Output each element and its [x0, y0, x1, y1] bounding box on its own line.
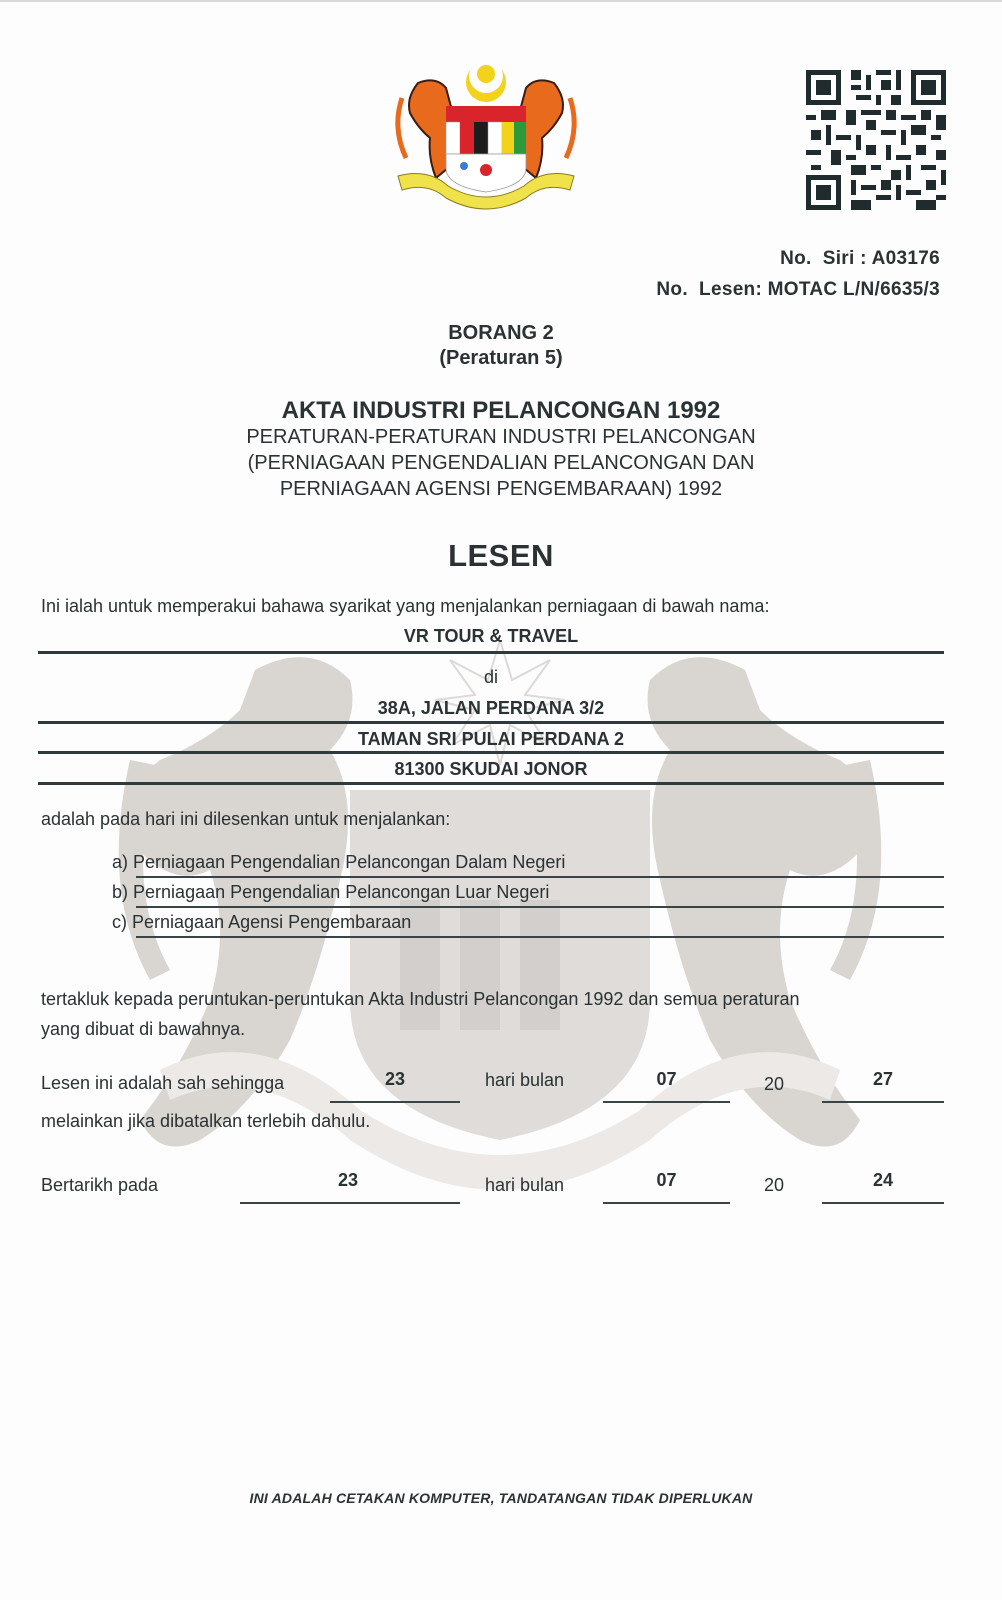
validity-day-underline [330, 1101, 460, 1103]
regulation-reference: (Peraturan 5) [439, 347, 563, 369]
issued-month: 07 [656, 1170, 677, 1190]
issued-label: Bertarikh pada [41, 1175, 159, 1195]
validity-label: Lesen ini adalah sah sehingga [41, 1073, 285, 1093]
regulation-title-line-1: PERATURAN-PERATURAN INDUSTRI PELANCONGAN [246, 426, 756, 448]
address-line-1: 38A, JALAN PERDANA 3/2 [377, 698, 605, 718]
company-name: VR TOUR & TRAVEL [403, 626, 579, 646]
serial-number: No. Siri : A03176 [780, 248, 940, 269]
activity-marker: c) [112, 912, 127, 932]
validity-century: 20 [764, 1074, 785, 1094]
license-number: No. Lesen: MOTAC L/N/6635/3 [656, 279, 940, 300]
activity-item [112, 882, 549, 903]
validity-year-underline [822, 1101, 944, 1103]
activity-label: Perniagaan Agensi Pengembaraan [132, 912, 412, 932]
qr-code-icon [806, 70, 946, 210]
validity-day: 23 [384, 1069, 406, 1089]
subject-clause-line-2: yang dibuat di bawahnya. [41, 1019, 246, 1039]
divider [38, 651, 944, 654]
activity-label: Perniagaan Pengendalian Pelancongan Dalam Negeri [133, 852, 566, 872]
regulation-title-line-2: (PERNIAGAAN PENGENDALIAN PELANCONGAN DAN [247, 452, 755, 474]
page-title: LESEN [448, 538, 554, 573]
activity-marker: b) [112, 882, 129, 902]
subject-clause-line-1: tertakluk kepada peruntukan-peruntukan Akta Industri Pelancongan 1992 dan semua peraturan [41, 989, 800, 1009]
activity-item [112, 852, 565, 873]
issued-year: 24 [872, 1170, 894, 1190]
divider [38, 751, 944, 754]
validity-year: 27 [872, 1069, 894, 1089]
issued-year-underline [822, 1202, 944, 1204]
at-label: di [483, 667, 498, 687]
act-title: AKTA INDUSTRI PELANCONGAN 1992 [281, 397, 721, 424]
address-line-3: 81300 SKUDAI JONOR [394, 759, 588, 779]
computer-print-notice: INI ADALAH CETAKAN KOMPUTER, TANDATANGAN TIDAK DIPERLUKAN [249, 1490, 753, 1506]
form-number: BORANG 2 [448, 322, 554, 344]
issued-day-underline [240, 1202, 460, 1204]
licensed-intro: adalah pada hari ini dilesenkan untuk menjalankan: [41, 809, 451, 829]
issued-day: 23 [338, 1170, 359, 1190]
activity-underline [136, 876, 944, 878]
malaysia-coat-of-arms-icon [388, 58, 584, 216]
divider [38, 721, 944, 724]
certificate-intro: Ini ialah untuk memperakui bahawa syarikat yang menjalankan perniagaan di bawah nama: [41, 596, 770, 616]
issued-day-month-label: hari bulan [485, 1175, 565, 1195]
issued-century: 20 [764, 1175, 785, 1195]
activity-underline [136, 936, 944, 938]
validity-note: melainkan jika dibatalkan terlebih dahulu. [41, 1111, 371, 1131]
address-line-2: TAMAN SRI PULAI PERDANA 2 [357, 729, 624, 749]
activity-underline [136, 906, 944, 908]
activity-marker: a) [112, 852, 129, 872]
activity-label: Perniagaan Pengendalian Pelancongan Luar Negeri [133, 882, 550, 902]
validity-month: 07 [656, 1069, 677, 1089]
divider [38, 782, 944, 785]
activity-item [112, 912, 411, 933]
regulation-title-line-3: PERNIAGAAN AGENSI PENGEMBARAAN) 1992 [279, 478, 723, 500]
issued-month-underline [603, 1202, 730, 1204]
top-border [0, 0, 1002, 2]
validity-day-month-label: hari bulan [485, 1070, 565, 1090]
validity-month-underline [603, 1101, 730, 1103]
